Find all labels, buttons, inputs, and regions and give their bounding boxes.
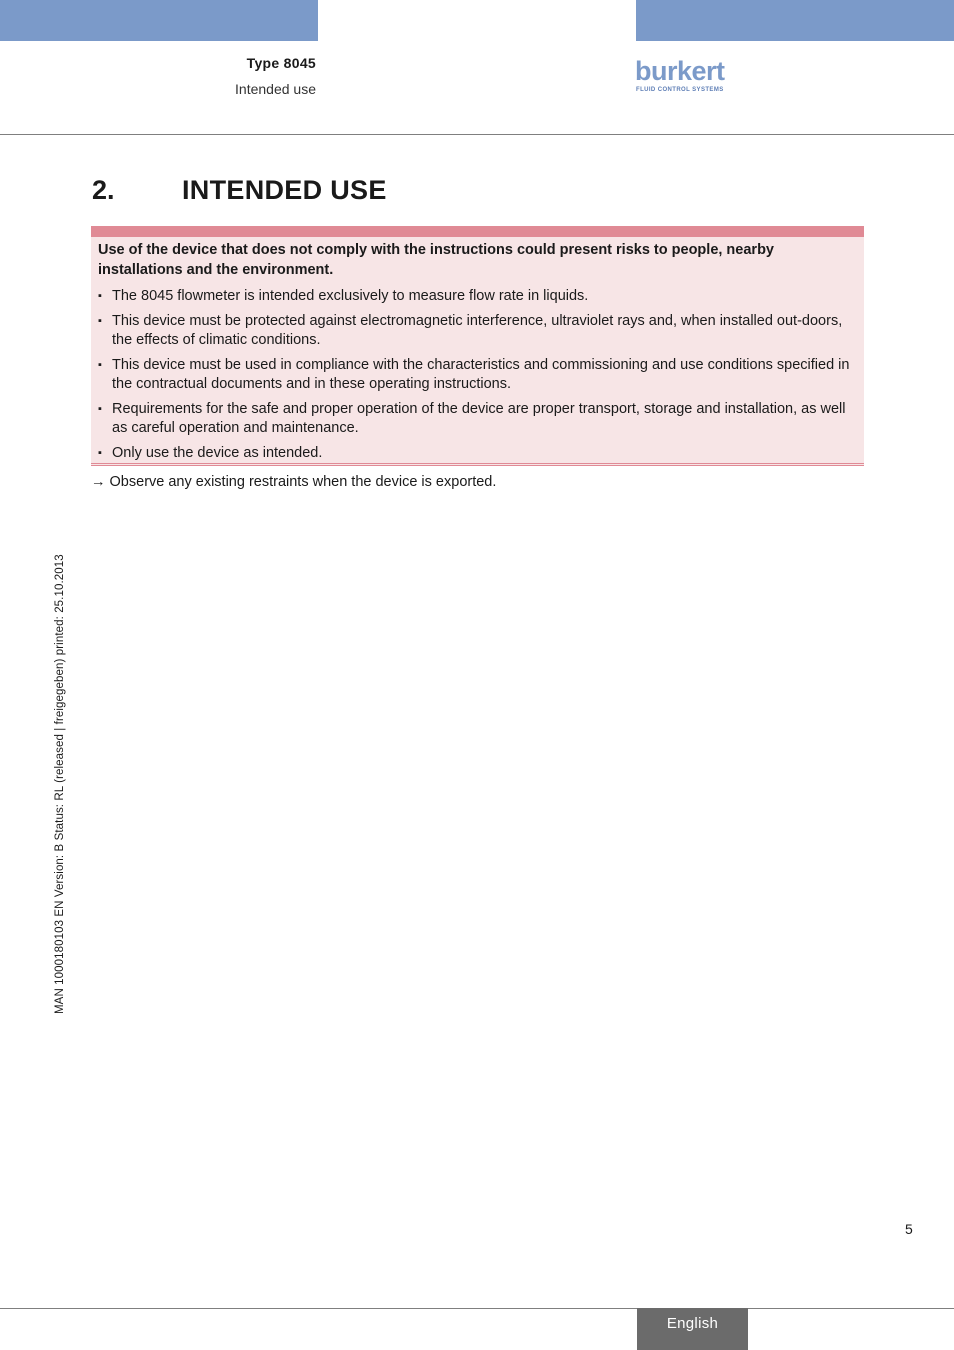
footer-divider bbox=[0, 1308, 954, 1309]
header-band-right bbox=[636, 0, 954, 41]
logo-wordmark: burkert bbox=[635, 56, 725, 86]
warning-lead: Use of the device that does not comply with the instructions could present risks to people, nearby installations and the environment. bbox=[98, 242, 774, 278]
list-item bbox=[98, 356, 858, 395]
burkert-logo bbox=[635, 56, 735, 98]
list-item-text: This device must be used in compliance with the characteristics and commissioning and use conditions specified in the contractual documents and in these operating instructions. bbox=[112, 356, 850, 392]
bullet-icon: ▪ bbox=[98, 402, 102, 415]
warning-top-bar bbox=[91, 226, 864, 237]
list-item-text: The 8045 flowmeter is intended exclusively to measure flow rate in liquids. bbox=[112, 288, 589, 304]
instruction-text: Observe any existing restraints when the device is exported. bbox=[109, 474, 497, 490]
warning-bottom-rule bbox=[91, 465, 864, 466]
section-label: Intended use bbox=[235, 81, 316, 97]
list-item bbox=[98, 400, 858, 439]
header-band-left bbox=[0, 0, 318, 41]
document-metadata: MAN 1000180103 EN Version: B Status: RL (released | freigegeben) printed: 25.10.2013 bbox=[54, 554, 66, 1014]
warning-bottom-rule bbox=[91, 463, 864, 464]
warning-box bbox=[91, 226, 864, 466]
logo-tagline: FLUID CONTROL SYSTEMS bbox=[636, 87, 724, 93]
chapter-number: 2. bbox=[92, 175, 115, 205]
list-item-text: Only use the device as intended. bbox=[112, 444, 323, 461]
header-divider bbox=[0, 134, 954, 135]
chapter-title: INTENDED USE bbox=[182, 175, 387, 205]
bullet-icon: ▪ bbox=[98, 314, 102, 327]
list-item bbox=[98, 287, 858, 307]
list-item-text: This device must be protected against electromagnetic interference, ultraviolet rays and, when installed out-doors, the effects of climatic conditions. bbox=[112, 312, 843, 348]
list-item-text: Requirements for the safe and proper operation of the device are proper transport, storage and installation, as well as careful operation and maintenance. bbox=[112, 400, 846, 436]
instruction-step bbox=[91, 474, 496, 490]
arrow-right-icon: → bbox=[91, 474, 106, 490]
bullet-icon: ▪ bbox=[98, 446, 102, 459]
bullet-icon: ▪ bbox=[98, 358, 102, 371]
list-item bbox=[98, 444, 858, 464]
bullet-icon: ▪ bbox=[98, 290, 102, 302]
list-item bbox=[98, 312, 858, 351]
language-tab: English bbox=[637, 1308, 748, 1350]
page-number: 5 bbox=[905, 1221, 913, 1237]
document-type-label: Type 8045 bbox=[246, 55, 316, 71]
warning-list bbox=[98, 287, 858, 468]
